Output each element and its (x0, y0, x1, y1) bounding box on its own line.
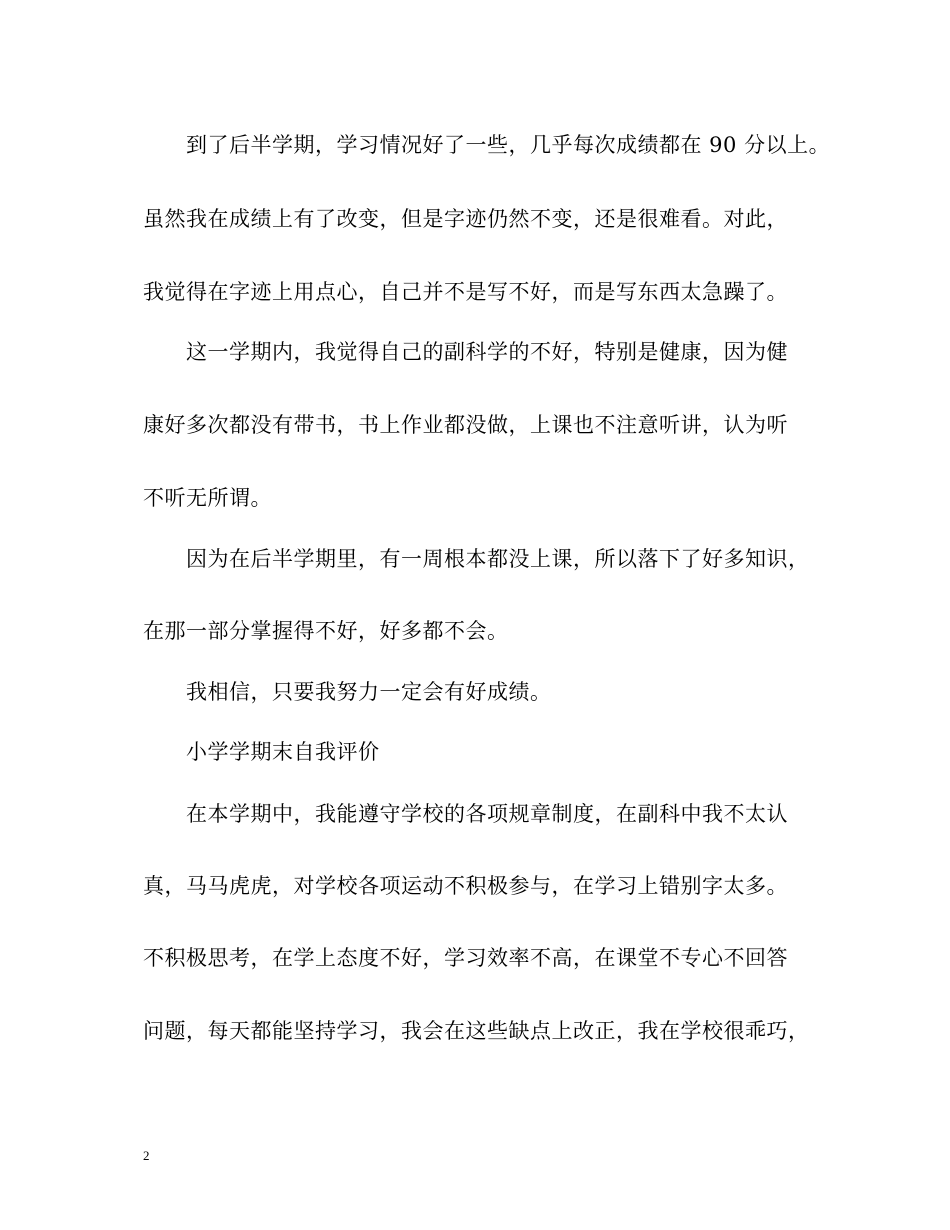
body-line-6: 不听无所谓。 (143, 486, 272, 510)
body-line-2: 虽然我在成绩上有了改变，但是字迹仍然不变，还是很难看。对此， (143, 207, 788, 231)
body-line-1: 到了后半学期，学习情况好了一些，几乎每次成绩都在 90 分以上。 (143, 133, 831, 157)
body-line-12: 真，马马虎虎，对学校各项运动不积极参与，在学习上错别字太多。 (143, 874, 788, 898)
section-heading: 小学学期末自我评价 (143, 740, 380, 764)
body-line-14: 问题，每天都能坚持学习，我会在这些缺点上改正，我在学校很乖巧， (143, 1019, 810, 1043)
body-line-7: 因为在后半学期里，有一周根本都没上课，所以落下了好多知识， (143, 547, 810, 571)
body-line-3: 我觉得在字迹上用点心，自己并不是写不好，而是写东西太急躁了。 (143, 280, 788, 304)
body-line-9: 我相信，只要我努力一定会有好成绩。 (143, 680, 552, 704)
body-line-11: 在本学期中，我能遵守学校的各项规章制度，在副科中我不太认 (143, 802, 788, 826)
body-line-8: 在那一部分掌握得不好，好多都不会。 (143, 619, 509, 643)
page-number: 2 (143, 1148, 150, 1163)
body-line-4: 这一学期内，我觉得自己的副科学的不好，特别是健康，因为健 (143, 340, 788, 364)
body-line-5: 康好多次都没有带书，书上作业都没做，上课也不注意听讲，认为听 (143, 413, 788, 437)
body-line-13: 不积极思考，在学上态度不好，学习效率不高，在课堂不专心不回答 (143, 946, 788, 970)
